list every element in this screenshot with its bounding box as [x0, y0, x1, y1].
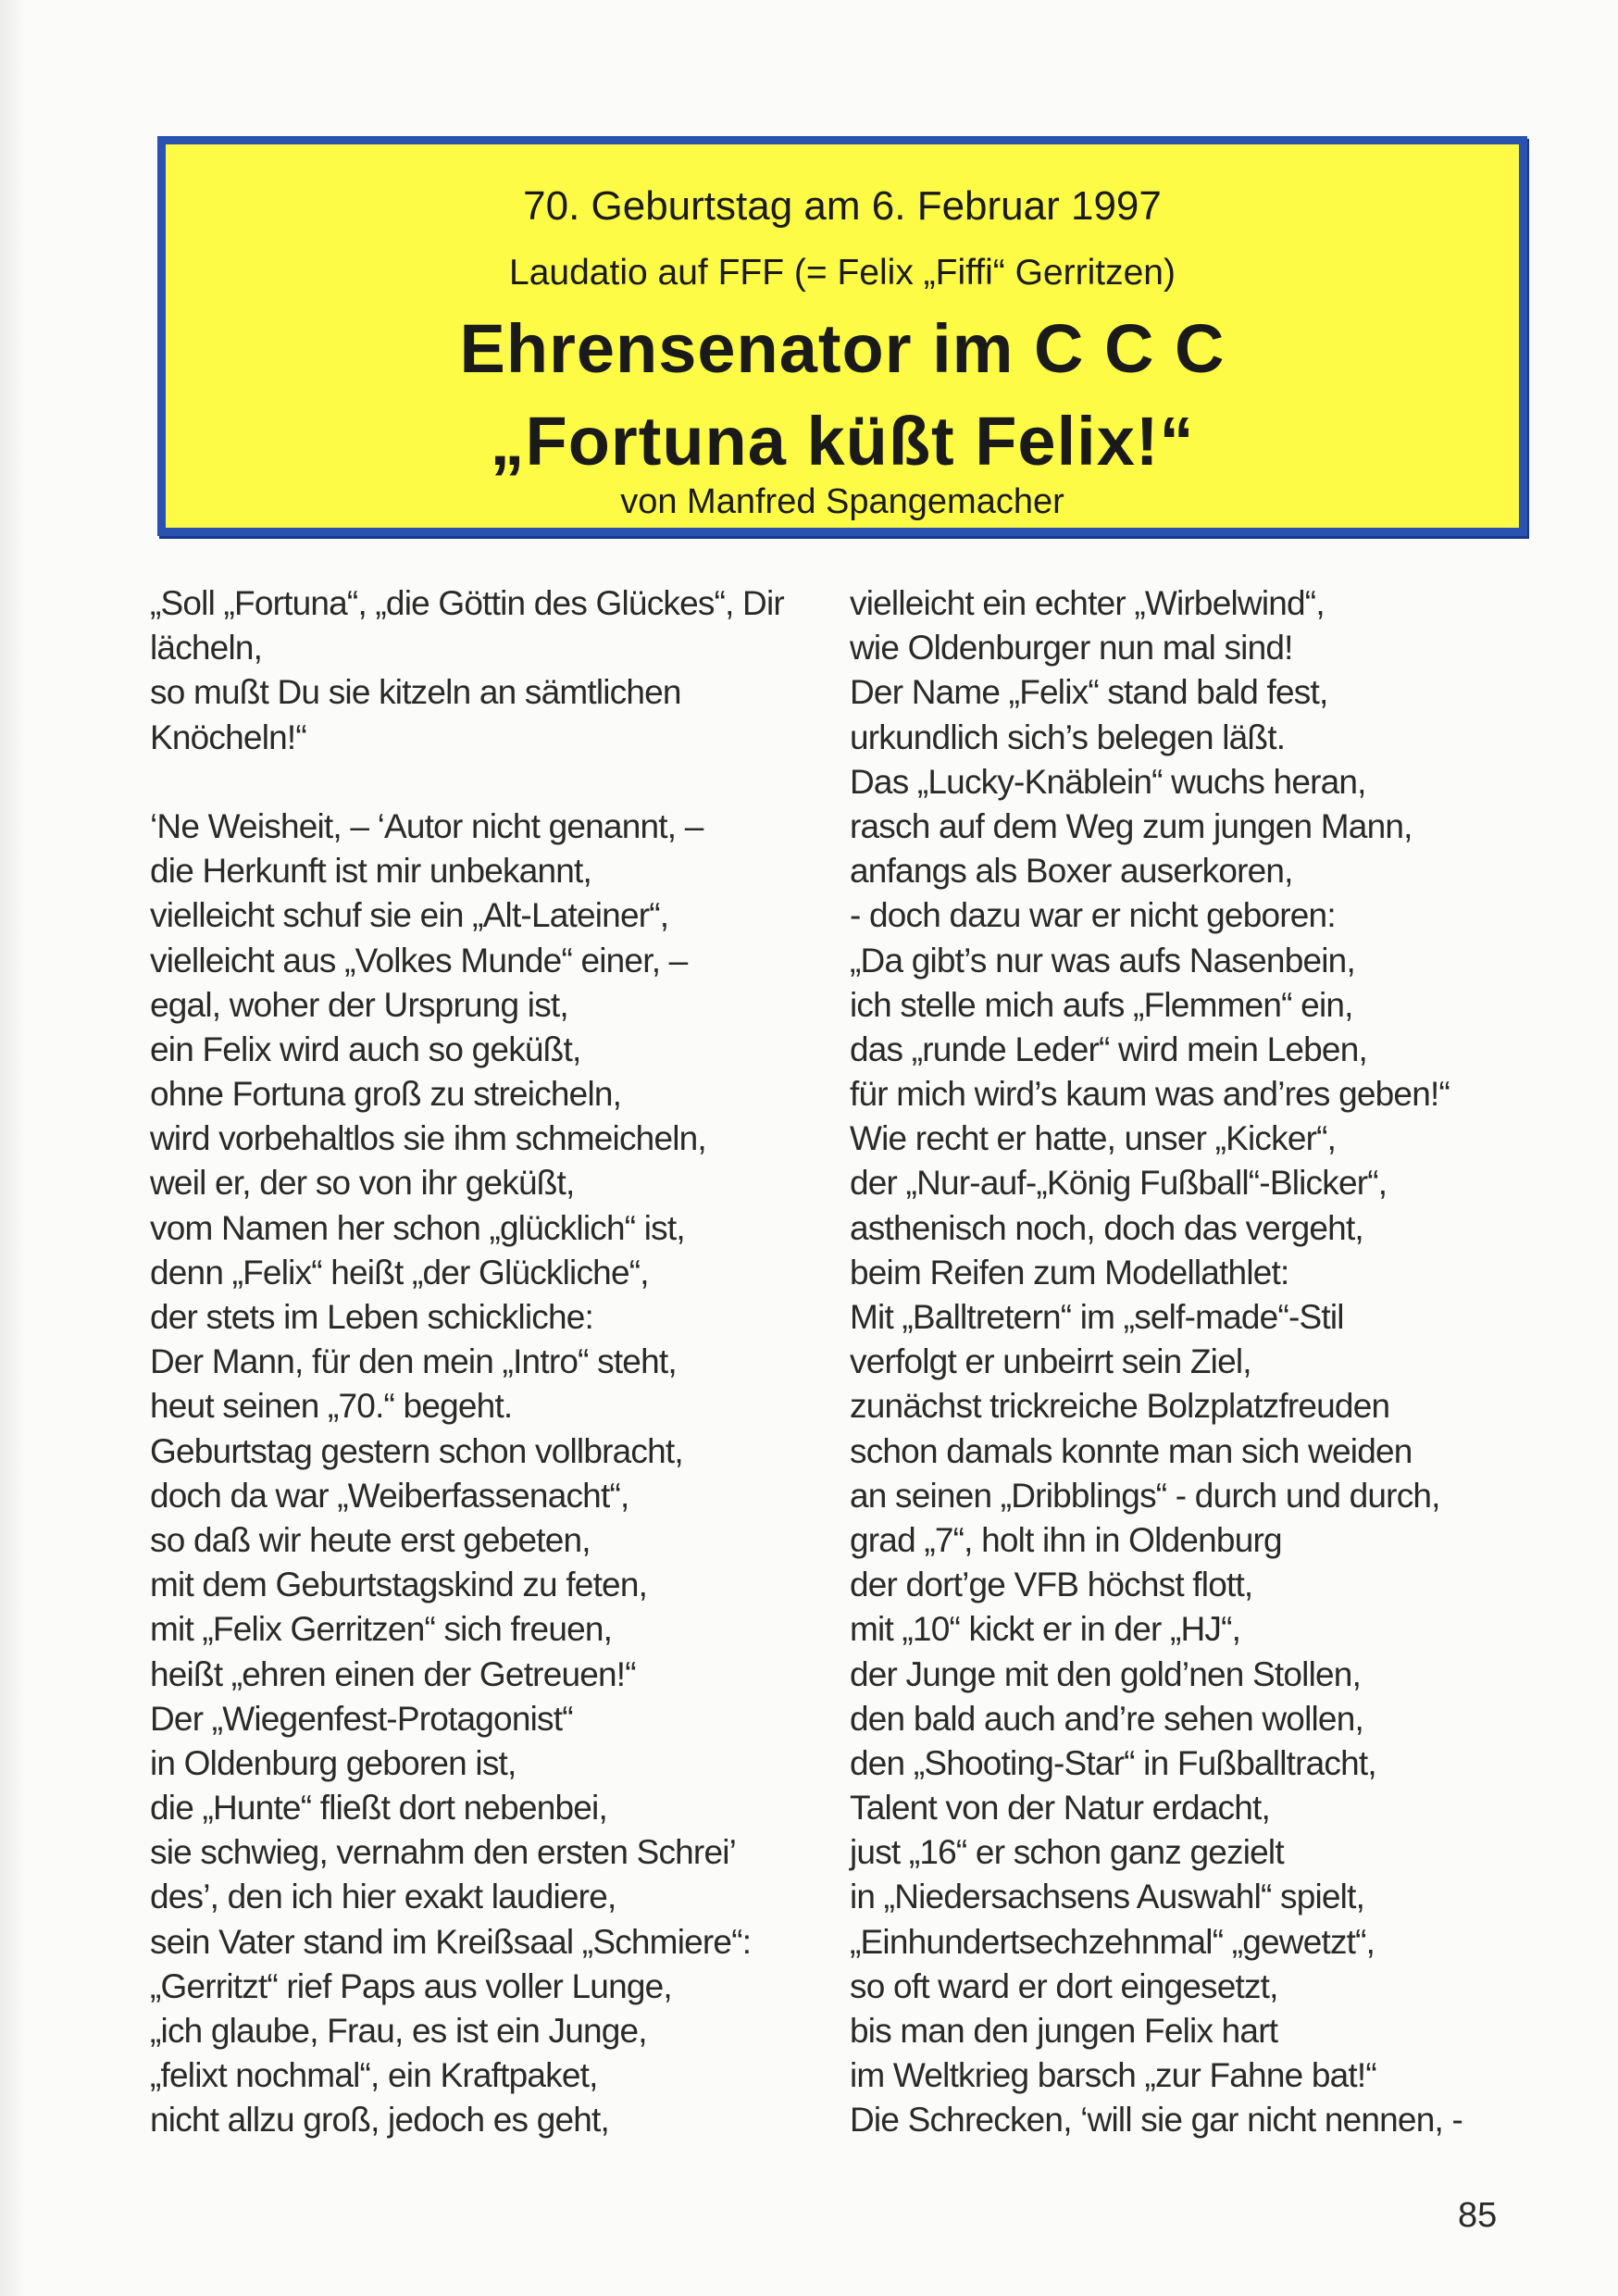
- poem-line: - doch dazu war er nicht geboren:: [850, 896, 1336, 935]
- poem-line: „Da gibt’s nur was aufs Nasenbein,: [850, 941, 1355, 980]
- poem-line: in Oldenburg geboren ist,: [150, 1743, 517, 1782]
- laudatio-line: Laudatio auf FFF (= Felix „Fiffi“ Gerritzen): [509, 253, 1176, 293]
- poem-line: Knöcheln!“: [150, 718, 306, 756]
- poem-column-left: [150, 581, 784, 2143]
- poem-line: „felixt nochmal“, ein Kraftpaket,: [150, 2056, 598, 2095]
- poem-line: sein Vater stand im Kreißsaal „Schmiere“:: [150, 1922, 752, 1961]
- poem-line: der Junge mit den gold’nen Stollen,: [850, 1654, 1362, 1693]
- poem-line: grad „7“, holt ihn in Oldenburg: [850, 1520, 1282, 1559]
- poem-line: an seinen „Dribblings“ - durch und durch,: [850, 1476, 1440, 1515]
- poem-line: vom Namen her schon „glücklich“ ist,: [150, 1208, 685, 1247]
- poem-line: die „Hunte“ fließt dort nebenbei,: [150, 1789, 607, 1828]
- poem-line: doch da war „Weiberfassenacht“,: [150, 1476, 629, 1515]
- poem-line: nicht allzu groß, jedoch es geht,: [150, 2101, 610, 2140]
- poem-line: just „16“ er schon ganz gezielt: [850, 1833, 1284, 1872]
- poem-line: schon damals konnte man sich weiden: [850, 1431, 1413, 1470]
- poem-line: Das „Lucky-Knäblein“ wuchs heran,: [850, 762, 1366, 801]
- poem-line: „Einhundertsechzehnmal“ „gewetzt“,: [850, 1922, 1375, 1961]
- poem-line: heut seinen „70.“ begeht.: [150, 1387, 513, 1426]
- poem-line: der dort’ge VFB höchst flott,: [850, 1566, 1253, 1604]
- poem-line: „Soll „Fortuna“, „die Göttin des Glückes“, Dir: [150, 584, 784, 622]
- poem-line: wie Oldenburger nun mal sind!: [850, 629, 1293, 668]
- poem-line: Der Name „Felix“ stand bald fest,: [850, 673, 1328, 712]
- poem-line: ohne Fortuna groß zu streicheln,: [150, 1075, 622, 1114]
- poem-line: die Herkunft ist mir unbekannt,: [150, 852, 591, 891]
- poem-line: in „Niedersachsens Auswahl“ spielt,: [850, 1878, 1365, 1916]
- poem-line: verfolgt er unbeirrt sein Ziel,: [850, 1342, 1251, 1381]
- poem-line: wird vorbehaltlos sie ihm schmeicheln,: [150, 1119, 706, 1158]
- poem-line: Die Schrecken, ‘will sie gar nicht nennen, -: [850, 2101, 1462, 2140]
- poem-line: Mit „Balltretern“ im „self-made“-Stil: [850, 1298, 1344, 1336]
- poem-line: mit „10“ kickt er in der „HJ“,: [850, 1610, 1241, 1649]
- poem-line: vielleicht schuf sie ein „Alt-Lateiner“,: [150, 896, 669, 935]
- author-line: von Manfred Spangemacher: [620, 482, 1064, 521]
- poem-line: im Weltkrieg barsch „zur Fahne bat!“: [850, 2056, 1376, 2095]
- poem-line: so mußt Du sie kitzeln an sämtlichen: [150, 673, 681, 712]
- poem-line: vielleicht aus „Volkes Munde“ einer, –: [150, 941, 688, 980]
- poem-line: urkundlich sich’s belegen läßt.: [850, 718, 1286, 756]
- poem-line: vielleicht ein echter „Wirbelwind“,: [850, 584, 1325, 622]
- poem-line: „Gerritzt“ rief Paps aus voller Lunge,: [150, 1966, 672, 2005]
- title-box: [157, 136, 1527, 536]
- poem-line: mit dem Geburtstagskind zu feten,: [150, 1566, 648, 1604]
- poem-line: ein Felix wird auch so geküßt,: [150, 1029, 581, 1068]
- poem-line: [150, 760, 761, 805]
- poem-line: so oft ward er dort eingesetzt,: [850, 1966, 1278, 2005]
- poem-line: der stets im Leben schickliche:: [150, 1298, 594, 1336]
- poem-line: weil er, der so von ihr geküßt,: [150, 1164, 575, 1203]
- poem-line: mit „Felix Gerritzen“ sich freuen,: [150, 1610, 613, 1649]
- occasion-line: 70. Geburtstag am 6. Februar 1997: [523, 183, 1162, 229]
- page-number: 85: [1458, 2196, 1498, 2235]
- poem-line: Geburtstag gestern schon vollbracht,: [150, 1431, 683, 1470]
- poem-line: Der „Wiegenfest-Protagonist“: [150, 1699, 573, 1738]
- poem-line: Talent von der Natur erdacht,: [850, 1789, 1270, 1828]
- poem-line: den „Shooting-Star“ in Fußballtracht,: [850, 1743, 1376, 1782]
- poem-line: der „Nur-auf-„König Fußball“-Blicker“,: [850, 1164, 1388, 1203]
- poem-line: ‘Ne Weisheit, – ‘Autor nicht genannt, –: [150, 806, 703, 845]
- poem-line: den bald auch and’re sehen wollen,: [850, 1699, 1363, 1738]
- poem-line: des’, den ich hier exakt laudiere,: [150, 1878, 616, 1916]
- poem-line: denn „Felix“ heißt „der Glückliche“,: [150, 1253, 649, 1292]
- poem-line: lächeln,: [150, 629, 263, 668]
- poem-line: ich stelle mich aufs „Flemmen“ ein,: [850, 985, 1353, 1024]
- poem-line: so daß wir heute erst gebeten,: [150, 1520, 591, 1559]
- poem-line: für mich wird’s kaum was and’res geben!“: [850, 1075, 1450, 1114]
- poem-line: zunächst trickreiche Bolzplatzfreuden: [850, 1387, 1390, 1426]
- poem-line: das „runde Leder“ wird mein Leben,: [850, 1029, 1367, 1068]
- poem-line: bis man den jungen Felix hart: [850, 2012, 1278, 2050]
- poem-line: beim Reifen zum Modellathlet:: [850, 1253, 1289, 1292]
- page-edge-shadow: [0, 0, 26, 2296]
- poem-line: Wie recht er hatte, unser „Kicker“,: [850, 1119, 1337, 1158]
- poem-line: asthenisch noch, doch das vergeht,: [850, 1208, 1363, 1247]
- main-subtitle: „Fortuna küßt Felix!“: [490, 403, 1195, 480]
- poem-column-right: [850, 581, 1516, 2143]
- poem-line: „ich glaube, Frau, es ist ein Junge,: [150, 2012, 647, 2050]
- poem-line: heißt „ehren einen der Getreuen!“: [150, 1654, 636, 1693]
- poem-line: sie schwieg, vernahm den ersten Schrei’: [150, 1833, 737, 1872]
- poem-line: anfangs als Boxer auserkoren,: [850, 852, 1293, 891]
- poem-line: Der Mann, für den mein „Intro“ steht,: [150, 1342, 677, 1381]
- poem-line: rasch auf dem Weg zum jungen Mann,: [850, 806, 1413, 845]
- main-title: Ehrensenator im C C C: [459, 310, 1226, 387]
- poem-line: egal, woher der Ursprung ist,: [150, 985, 568, 1024]
